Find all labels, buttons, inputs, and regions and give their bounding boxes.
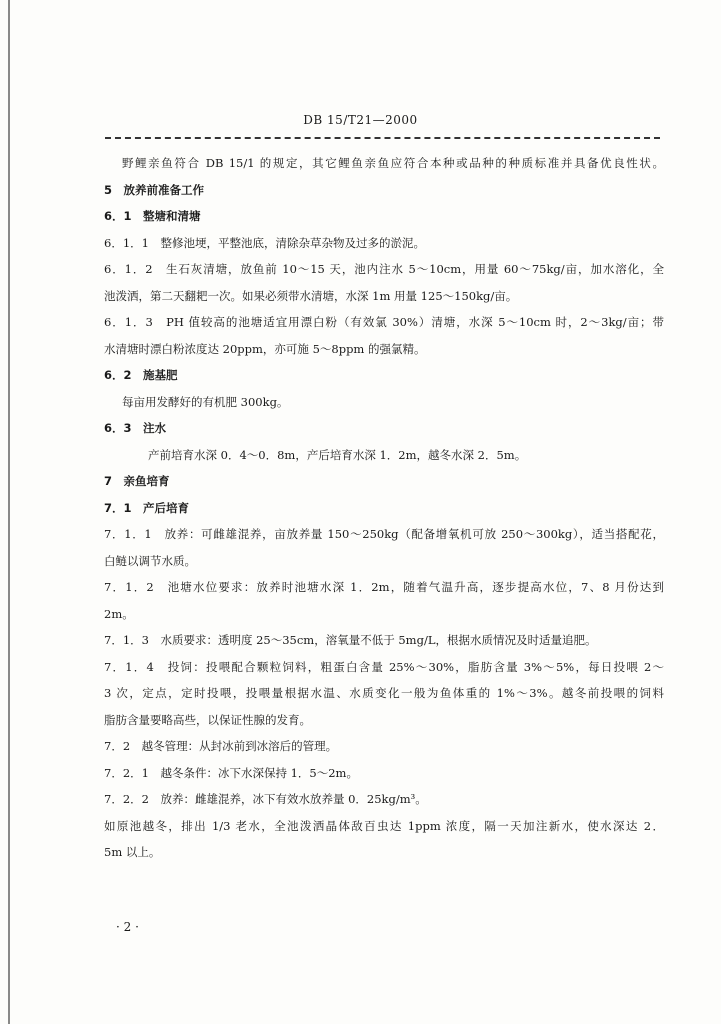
text-line: 脂肪含量要略高些，以保证性腺的发育。 xyxy=(104,712,311,727)
text-line: 5 放养前准备工作 xyxy=(104,182,205,197)
text-line: 7 亲鱼培育 xyxy=(104,474,170,488)
text-line: 水清塘时漂白粉浓度达 20ppm，亦可施 5～8ppm 的强氯精。 xyxy=(104,341,426,356)
text-line: 如原池越冬，排出 1/3 老水，全池泼洒晶体敌百虫达 1ppm 浓度，隔一天加注新水，使水深达 2． xyxy=(104,818,664,833)
text-line: 池泼洒，第二天翻耙一次。如果必须带水清塘，水深 1m 用量 125～150kg/亩。 xyxy=(104,288,518,303)
standard-code-header: DB 15/T21—2000 xyxy=(303,113,418,127)
header-divider xyxy=(105,137,660,139)
text-line: 7．2．2 放养：雌雄混养，冰下有效水放养量 0．25kg/m³。 xyxy=(104,792,427,806)
body-text xyxy=(104,150,664,866)
text-line: 野鲤亲鱼符合 DB 15/1 的规定，其它鲤鱼亲鱼应符合本种或品种的种质标准并具备优良性状。 xyxy=(122,156,664,170)
text-line: 产前培育水深 0．4～0．8m，产后培育水深 1．2m，越冬水深 2．5m。 xyxy=(148,447,527,462)
text-line: 3 次，定点，定时投喂，投喂量根据水温、水质变化一般为鱼体重的 1%～3%。越冬前投喂的饲料 xyxy=(104,686,664,700)
scan-edge-line xyxy=(8,0,10,1024)
text-line: 7．1．3 水质要求：透明度 25～35cm，溶氧量不低于 5mg/L，根据水质情况及时适量追肥。 xyxy=(104,633,597,647)
text-line: 6．1．3 PH 值较高的池塘适宜用漂白粉（有效氯 30%）清塘，水深 5～10cm 时，2～3kg/亩；带 xyxy=(104,315,664,329)
text-line: 7．1．1 放养：可雌雄混养，亩放养量 150～250kg（配备增氧机可放 250～300kg），适当搭配花， xyxy=(104,527,664,541)
text-line: 7．1 产后培育 xyxy=(104,500,190,515)
text-line: 6．1 整塘和清塘 xyxy=(104,209,201,223)
text-line: 每亩用发酵好的有机肥 300kg。 xyxy=(122,394,289,409)
text-line: 6．1．1 整修池埂，平整池底，清除杂草杂物及过多的淤泥。 xyxy=(104,235,425,250)
text-line: 7．1．2 池塘水位要求：放养时池塘水深 1．2m，随着气温升高，逐步提高水位，7、8 月份达到 xyxy=(104,580,664,594)
text-line: 2m。 xyxy=(104,606,134,621)
text-line: 7．2 越冬管理：从封冰前到冰溶后的管理。 xyxy=(104,739,338,753)
page-number: · 2 · xyxy=(116,920,139,934)
text-line: 7．1．4 投饲：投喂配合颗粒饲料，粗蛋白含量 25%～30%，脂肪含量 3%～5%，每日投喂 2～ xyxy=(104,659,664,674)
text-line: 6．2 施基肥 xyxy=(104,368,178,382)
text-line: 6．1．2 生石灰清塘，放鱼前 10～15 天，池内注水 5～10cm，用量 60～75kg/亩，加水溶化，全 xyxy=(104,262,664,276)
text-line: 6．3 注水 xyxy=(104,421,167,435)
text-line: 7．2．1 越冬条件：冰下水深保持 1．5～2m。 xyxy=(104,765,358,780)
text-line: 白鲢以调节水质。 xyxy=(104,553,196,568)
text-line: 5m 以上。 xyxy=(104,845,161,859)
